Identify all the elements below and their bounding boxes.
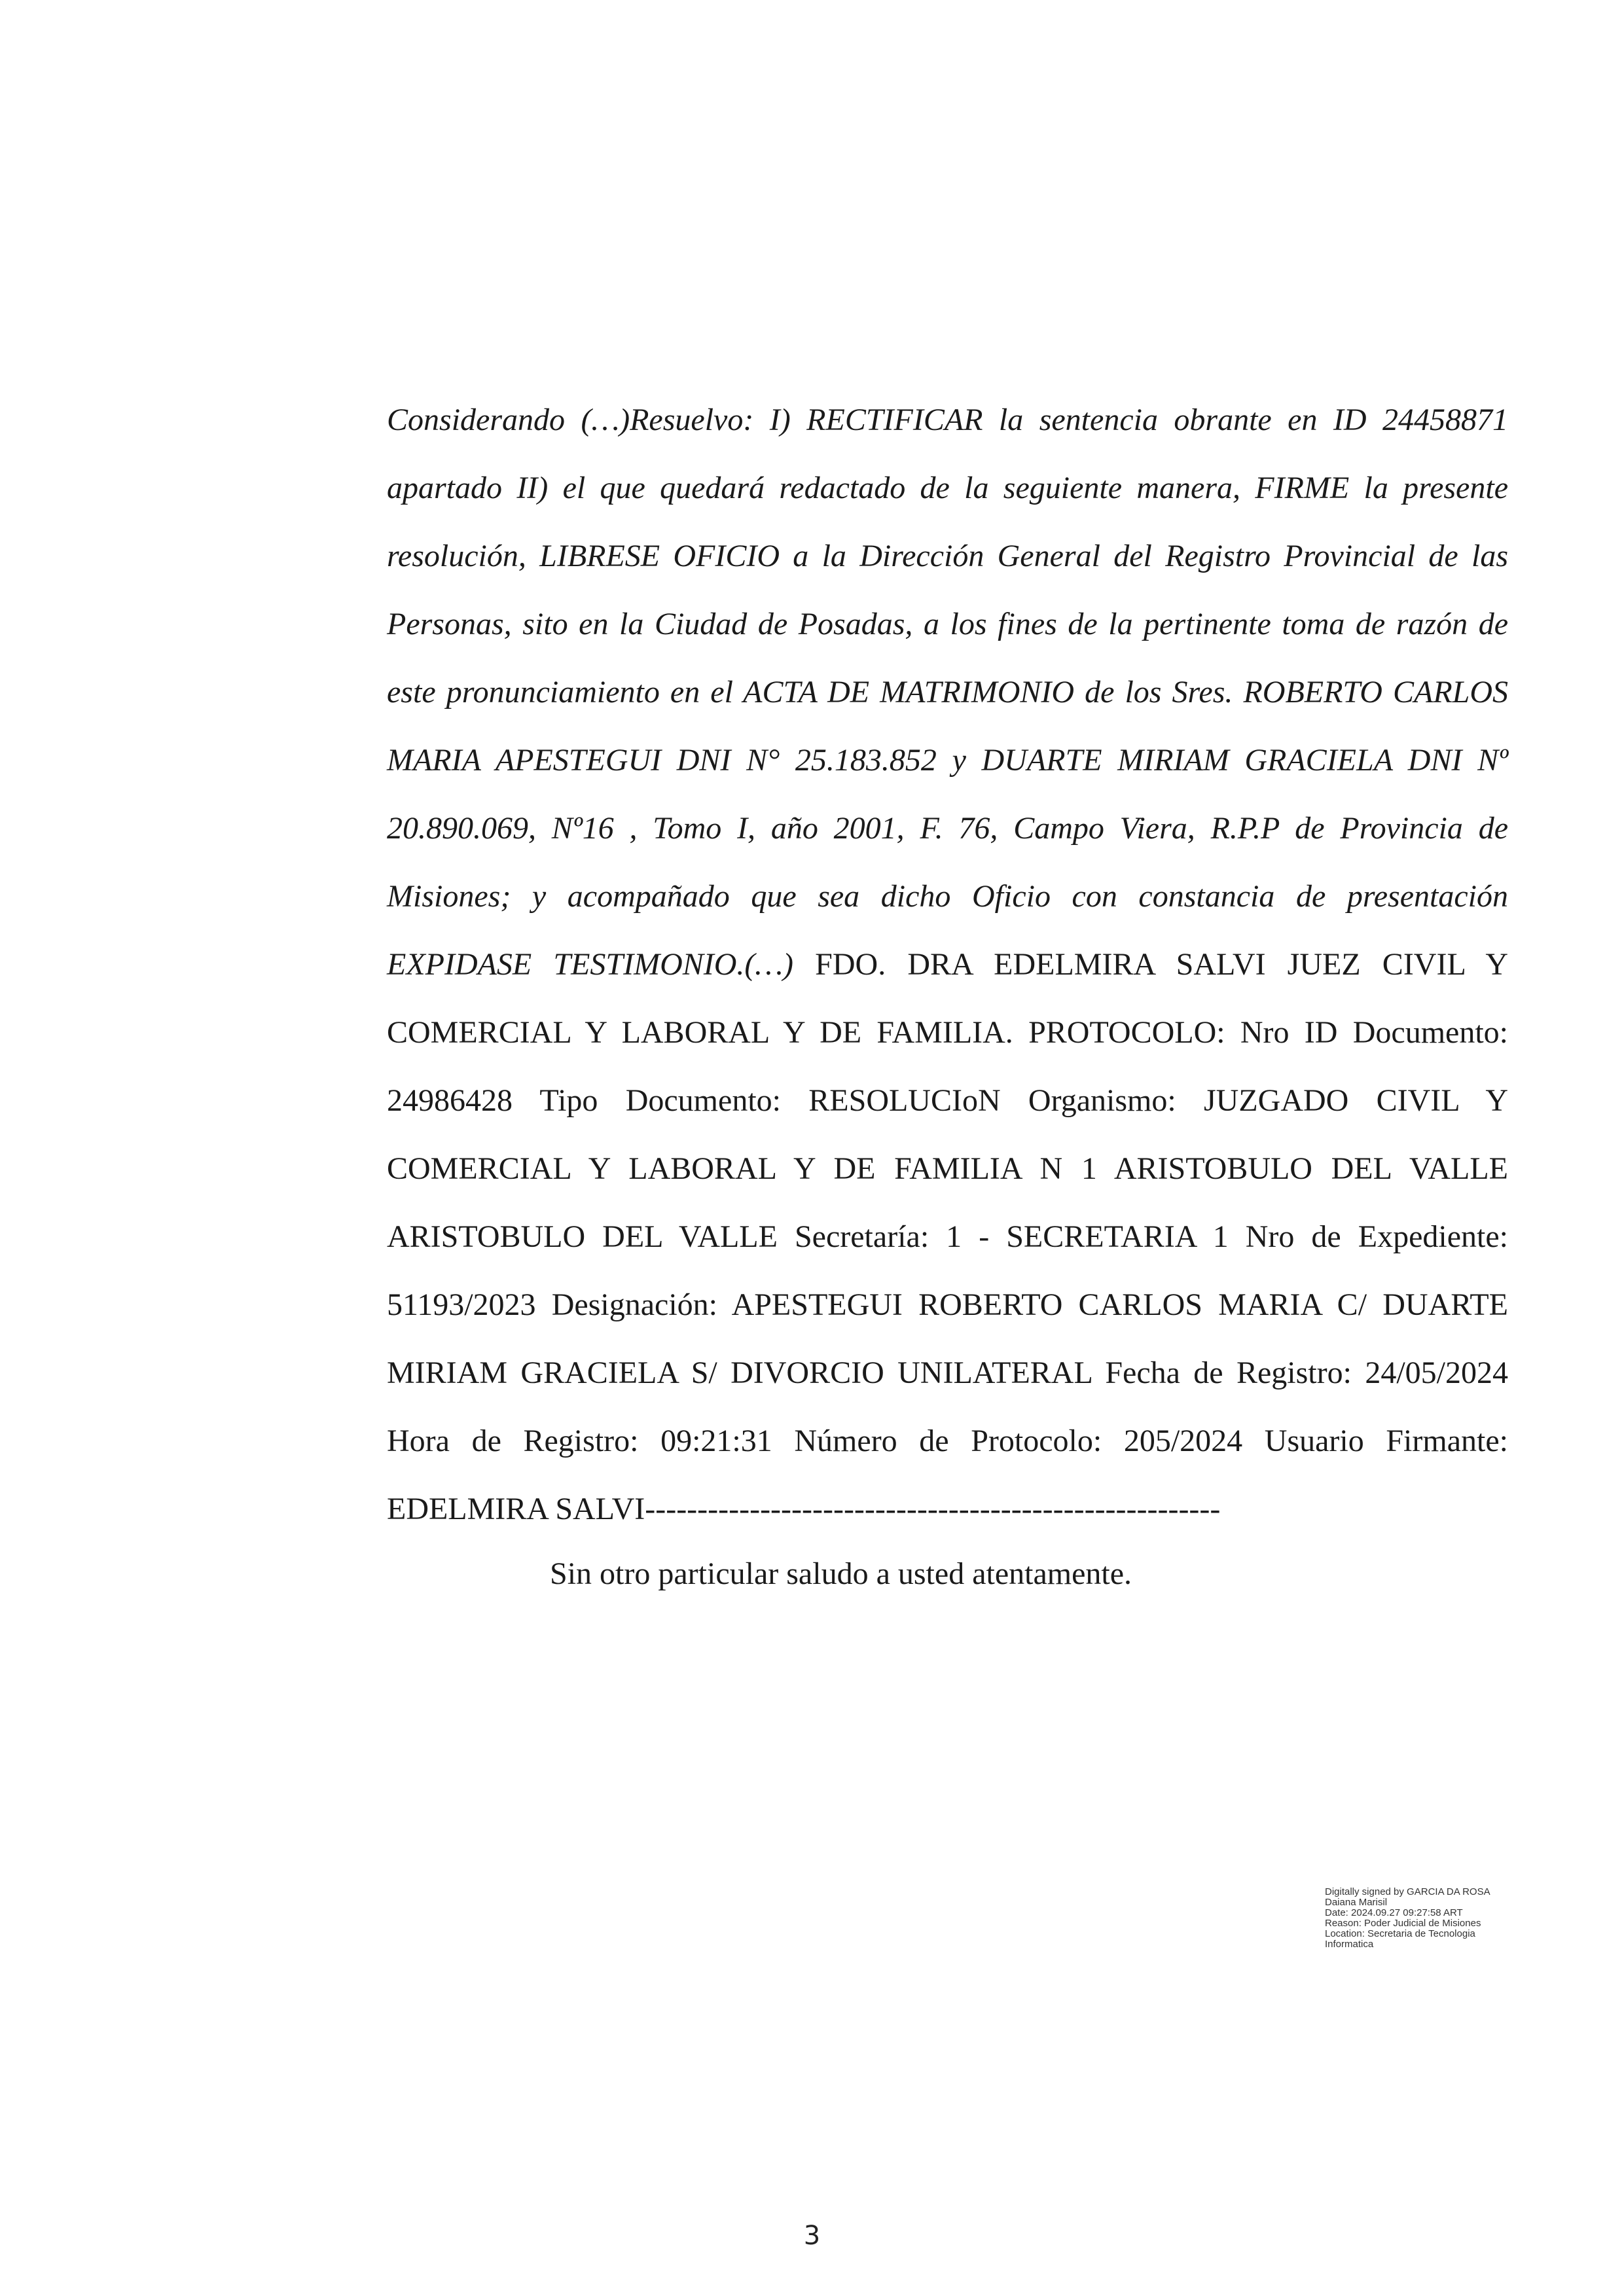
closing-line: Sin otro particular saludo a usted atentamente.	[550, 1556, 1132, 1591]
signature-line: Location: Secretaria de Tecnologia	[1325, 1928, 1475, 1939]
digital-signature-block	[1325, 1887, 1528, 1950]
signature-line: Reason: Poder Judicial de Misiones	[1325, 1918, 1481, 1929]
signature-line: Date: 2024.09.27 09:27:58 ART	[1325, 1907, 1463, 1918]
resolution-paragraph	[387, 386, 1508, 1543]
signature-line: Informatica	[1325, 1939, 1374, 1950]
page-number: 3	[803, 2221, 821, 2251]
resolution-protocol-text: FDO. DRA EDELMIRA SALVI JUEZ CIVIL Y COMERCIAL Y LABORAL Y DE FAMILIA. PROTOCOLO: Nro ID Documento: 24986428 Tipo Documento: RESOLUCIoN Organismo: JUZGADO CIVIL Y COMERCIAL Y LABORAL Y DE FAMILIA N 1 ARISTOBULO DEL VALLE ARISTOBULO DEL VALLE Secretaría: 1 - SECRETARIA 1 Nro de Expediente: 51193/2023 Designación: APESTEGUI ROBERTO CARLOS MARIA C/ DUARTE MIRIAM GRACIELA S/ DIVORCIO UNILATERAL Fecha de Registro: 24/05/2024 Hora de Registro: 09:21:31 Número de Protocolo: 205/2024 Usuario Firmante: EDELMIRA SALVI-------------------------------------------------------	[387, 947, 1509, 1526]
resolution-italic-text: Considerando (…)Resuelvo: I) RECTIFICAR la sentencia obrante en ID 24458871 apartado II) el que quedará redactado de la seguiente manera, FIRME la presente resolución, LIBRESE OFICIO a la Dirección General del Registro Provincial de las Personas, sito en la Ciudad de Posadas, a los fines de la pertinente toma de razón de este pronunciamiento en el ACTA DE MATRIMONIO de los Sres. ROBERTO CARLOS MARIA APESTEGUI DNI N° 25.183.852 y DUARTE MIRIAM GRACIELA DNI Nº 20.890.069, Nº16 , Tomo I, año 2001, F. 76, Campo Viera, R.P.P de Provincia de Misiones; y acompañado que sea dicho Oficio con constancia de presentación EXPIDASE TESTIMONIO.(…)	[387, 403, 1508, 982]
signature-line: Daiana Marisil	[1325, 1897, 1388, 1908]
signature-line: Digitally signed by GARCIA DA ROSA	[1325, 1886, 1490, 1897]
